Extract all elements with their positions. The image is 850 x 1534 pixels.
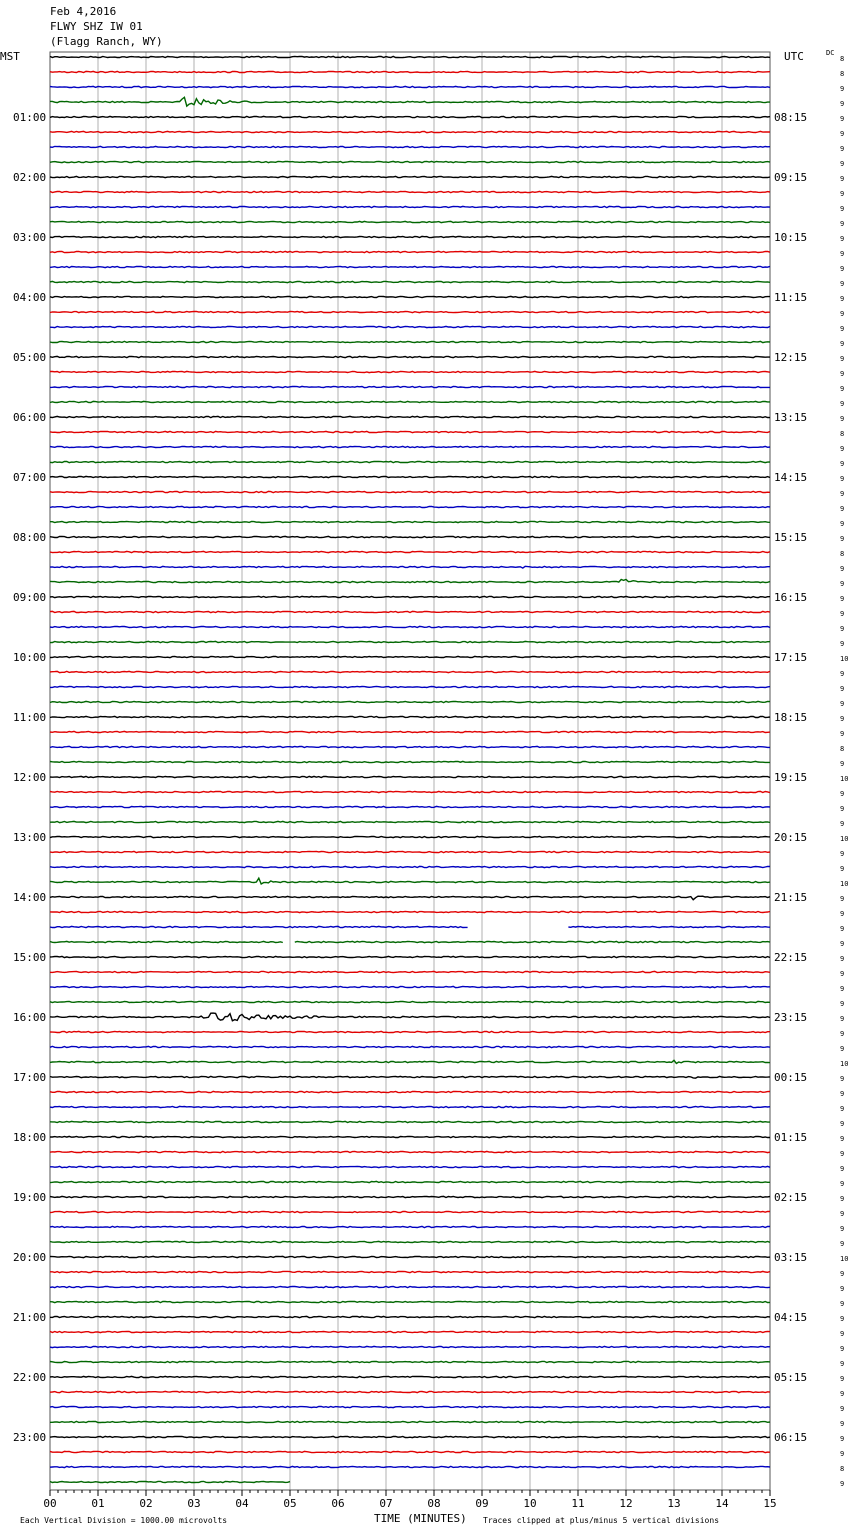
right-hour-label: 16:15 (774, 591, 808, 604)
row-scale-value: 9 (840, 610, 845, 618)
row-scale-value: 9 (840, 625, 845, 633)
right-hour-label: 15:15 (774, 531, 808, 544)
trace-row-46 (50, 746, 770, 747)
trace-row-13 (50, 251, 770, 252)
trace-row-43 (50, 701, 770, 702)
left-hour-label: 17:00 (13, 1071, 47, 1084)
trace-row-26 (50, 446, 770, 447)
trace-row-65 (50, 1031, 770, 1032)
row-scale-value: 9 (840, 595, 845, 603)
right-hour-label: 13:15 (774, 411, 808, 424)
trace-row-3 (50, 97, 770, 106)
row-scale-value: 9 (840, 370, 845, 378)
row-scale-value: 8 (840, 745, 845, 753)
trace-row-47 (50, 761, 770, 762)
row-scale-value: 9 (840, 1300, 845, 1308)
row-scale-value: 9 (840, 1135, 845, 1143)
trace-row-64 (50, 1013, 770, 1021)
trace-row-45 (50, 731, 770, 732)
trace-row-66 (50, 1046, 770, 1047)
row-scale-value: 8 (840, 430, 845, 438)
trace-row-48 (50, 776, 770, 777)
trace-row-4 (50, 116, 770, 117)
row-scale-value: 9 (840, 1390, 845, 1398)
right-hour-label: 11:15 (774, 291, 808, 304)
trace-row-5 (50, 131, 770, 132)
trace-row-73 (50, 1151, 770, 1152)
x-tick-label: 11 (571, 1497, 585, 1510)
right-hour-label: 22:15 (774, 951, 808, 964)
trace-row-92 (50, 1436, 770, 1437)
row-scale-value: 9 (840, 700, 845, 708)
row-scale-value: 10 (840, 1255, 849, 1263)
row-scale-value: 9 (840, 925, 845, 933)
right-hour-label: 09:15 (774, 171, 808, 184)
row-scale-value: 9 (840, 640, 845, 648)
row-scale-value: 9 (840, 1330, 845, 1338)
row-scale-value: 9 (840, 730, 845, 738)
trace-row-39 (50, 641, 770, 642)
trace-row-25 (50, 431, 770, 432)
trace-row-69 (50, 1091, 770, 1092)
trace-row-18 (50, 326, 770, 327)
row-scale-value: 9 (840, 580, 845, 588)
left-hour-label: 08:00 (13, 531, 47, 544)
row-scale-value: 9 (840, 895, 845, 903)
row-scale-value: 9 (840, 1210, 845, 1218)
row-scale-value: 8 (840, 550, 845, 558)
right-hour-label: 14:15 (774, 471, 808, 484)
row-scale-value: 9 (840, 535, 845, 543)
right-hour-label: 23:15 (774, 1011, 808, 1024)
trace-row-9 (50, 191, 770, 192)
row-scale-value: 9 (840, 1345, 845, 1353)
row-scale-value: 9 (840, 1435, 845, 1443)
right-timezone-label: UTC (784, 50, 804, 63)
row-scale-value: 9 (840, 820, 845, 828)
trace-row-56 (50, 896, 770, 900)
x-tick-label: 07 (379, 1497, 393, 1510)
trace-row-24 (50, 416, 770, 417)
left-hour-label: 04:00 (13, 291, 47, 304)
trace-row-29 (50, 491, 770, 492)
left-hour-label: 06:00 (13, 411, 47, 424)
trace-row-91 (50, 1421, 770, 1422)
x-tick-label: 01 (91, 1497, 105, 1510)
trace-row-84 (50, 1316, 770, 1317)
row-scale-value: 9 (840, 445, 845, 453)
right-hour-label: 06:15 (774, 1431, 808, 1444)
left-hour-label: 20:00 (13, 1251, 47, 1264)
trace-row-62 (50, 986, 770, 987)
trace-row-89 (50, 1391, 770, 1392)
trace-row-17 (50, 311, 770, 312)
trace-row-44 (50, 716, 770, 717)
left-hour-label: 05:00 (13, 351, 47, 364)
row-scale-value: 9 (840, 985, 845, 993)
trace-row-63 (50, 1001, 770, 1002)
row-scale-value: 9 (840, 1195, 845, 1203)
trace-row-50 (50, 806, 770, 807)
x-tick-label: 15 (763, 1497, 777, 1510)
row-scale-value: 9 (840, 130, 845, 138)
row-scale-value: 9 (840, 1315, 845, 1323)
row-scale-value: 9 (840, 505, 845, 513)
x-tick-label: 04 (235, 1497, 249, 1510)
row-scale-value: 9 (840, 160, 845, 168)
row-scale-value: 9 (840, 1285, 845, 1293)
trace-row-6 (50, 146, 770, 147)
trace-row-14 (50, 266, 770, 267)
trace-row-27 (50, 461, 770, 462)
right-hour-label: 02:15 (774, 1191, 808, 1204)
row-scale-value: 9 (840, 1405, 845, 1413)
left-hour-label: 07:00 (13, 471, 47, 484)
row-scale-value: 9 (840, 460, 845, 468)
left-timezone-label: MST (0, 50, 20, 63)
trace-row-75 (50, 1181, 770, 1182)
row-scale-value: 9 (840, 1150, 845, 1158)
x-tick-label: 03 (187, 1497, 201, 1510)
x-tick-label: 13 (667, 1497, 681, 1510)
row-scale-value: 9 (840, 235, 845, 243)
left-hour-label: 15:00 (13, 951, 47, 964)
right-hour-label: 17:15 (774, 651, 808, 664)
x-tick-label: 05 (283, 1497, 297, 1510)
scale-note: Each Vertical Division = 1000.00 microvolts (20, 1516, 228, 1525)
row-scale-value: 9 (840, 1075, 845, 1083)
trace-row-82 (50, 1286, 770, 1287)
trace-row-16 (50, 296, 770, 297)
trace-row-11 (50, 221, 770, 222)
row-scale-value: 9 (840, 1120, 845, 1128)
trace-row-19 (50, 341, 770, 342)
left-hour-label: 22:00 (13, 1371, 47, 1384)
left-hour-label: 19:00 (13, 1191, 47, 1204)
row-scale-value: 9 (840, 400, 845, 408)
row-scale-value: 10 (840, 835, 849, 843)
trace-row-53 (50, 851, 770, 852)
left-hour-label: 13:00 (13, 831, 47, 844)
right-hour-label: 21:15 (774, 891, 808, 904)
row-scale-value: 9 (840, 1240, 845, 1248)
left-hour-label: 11:00 (13, 711, 47, 724)
trace-row-57 (50, 911, 770, 912)
left-hour-label: 21:00 (13, 1311, 47, 1324)
trace-row-77 (50, 1211, 770, 1212)
row-scale-value: 10 (840, 775, 849, 783)
trace-row-79 (50, 1241, 770, 1242)
trace-row-88 (50, 1376, 770, 1377)
right-hour-label: 19:15 (774, 771, 808, 784)
row-scale-value: 8 (840, 1465, 845, 1473)
row-scale-value: 9 (840, 1105, 845, 1113)
row-scale-value: 9 (840, 565, 845, 573)
x-tick-label: 14 (715, 1497, 729, 1510)
row-scale-value: 9 (840, 1180, 845, 1188)
trace-row-22 (50, 386, 770, 387)
trace-row-12 (50, 236, 770, 237)
trace-row-93 (50, 1451, 770, 1452)
trace-row-80 (50, 1256, 770, 1257)
trace-row-68 (50, 1076, 770, 1078)
trace-row-74 (50, 1166, 770, 1167)
trace-row-78 (50, 1226, 770, 1227)
row-scale-value: 9 (840, 1420, 845, 1428)
right-hour-label: 20:15 (774, 831, 808, 844)
trace-row-20 (50, 356, 770, 357)
row-scale-value: 9 (840, 190, 845, 198)
trace-row-23 (50, 401, 770, 402)
left-hour-label: 02:00 (13, 171, 47, 184)
row-scale-value: 9 (840, 1000, 845, 1008)
right-hour-label: 10:15 (774, 231, 808, 244)
trace-row-90 (50, 1406, 770, 1407)
trace-row-51 (50, 821, 770, 822)
row-scale-value: 9 (840, 715, 845, 723)
left-hour-label: 10:00 (13, 651, 47, 664)
x-tick-label: 02 (139, 1497, 153, 1510)
x-tick-label: 08 (427, 1497, 441, 1510)
row-scale-value: 9 (840, 1165, 845, 1173)
trace-row-60 (50, 956, 770, 957)
row-scale-value: 10 (840, 880, 849, 888)
right-hour-label: 04:15 (774, 1311, 808, 1324)
trace-row-59 (50, 941, 770, 942)
row-scale-value: 9 (840, 310, 845, 318)
station-location: (Flagg Ranch, WY) (50, 35, 163, 48)
row-scale-value: 9 (840, 1030, 845, 1038)
trace-row-83 (50, 1301, 770, 1302)
trace-row-81 (50, 1271, 770, 1272)
trace-row-55 (50, 878, 770, 884)
left-hour-label: 12:00 (13, 771, 47, 784)
row-scale-value: 9 (840, 220, 845, 228)
trace-row-34 (50, 566, 770, 568)
trace-row-33 (50, 551, 770, 552)
right-hour-label: 00:15 (774, 1071, 808, 1084)
x-tick-label: 12 (619, 1497, 633, 1510)
trace-row-30 (50, 506, 770, 507)
row-scale-value: 9 (840, 1450, 845, 1458)
trace-row-61 (50, 971, 770, 972)
trace-row-52 (50, 836, 770, 837)
trace-row-1 (50, 71, 770, 72)
row-scale-value: 8 (840, 55, 845, 63)
row-scale-value: 9 (840, 100, 845, 108)
trace-row-76 (50, 1196, 770, 1197)
row-scale-value: 9 (840, 85, 845, 93)
x-tick-label: 10 (523, 1497, 537, 1510)
row-scale-value: 9 (840, 280, 845, 288)
trace-row-95 (50, 1481, 290, 1482)
trace-row-87 (50, 1361, 770, 1362)
trace-row-7 (50, 161, 770, 162)
row-scale-value: 9 (840, 670, 845, 678)
left-hour-label: 09:00 (13, 591, 47, 604)
trace-row-71 (50, 1121, 770, 1122)
row-scale-value: 9 (840, 295, 845, 303)
trace-row-31 (50, 521, 770, 522)
row-scale-value: 9 (840, 940, 845, 948)
x-tick-label: 06 (331, 1497, 345, 1510)
clip-note: Traces clipped at plus/minus 5 vertical divisions (483, 1516, 720, 1525)
row-scale-value: 9 (840, 1045, 845, 1053)
row-scale-value: 9 (840, 385, 845, 393)
row-scale-value: 9 (840, 1090, 845, 1098)
row-scale-value: 9 (840, 175, 845, 183)
row-scale-value: 9 (840, 1225, 845, 1233)
trace-row-42 (50, 686, 770, 687)
trace-row-32 (50, 536, 770, 537)
right-hour-label: 03:15 (774, 1251, 808, 1264)
row-scale-value: 9 (840, 760, 845, 768)
trace-row-72 (50, 1136, 770, 1137)
row-scale-value: 9 (840, 955, 845, 963)
x-tick-label: 09 (475, 1497, 489, 1510)
left-hour-label: 14:00 (13, 891, 47, 904)
row-scale-value: 9 (840, 1480, 845, 1488)
trace-row-2 (50, 86, 770, 87)
trace-row-8 (50, 176, 770, 177)
trace-row-15 (50, 281, 770, 282)
right-hour-label: 01:15 (774, 1131, 808, 1144)
trace-row-38 (50, 626, 770, 627)
x-axis-title: TIME (MINUTES) (374, 1512, 467, 1525)
row-scale-value: 9 (840, 865, 845, 873)
row-scale-value: 9 (840, 355, 845, 363)
row-scale-value: 9 (840, 250, 845, 258)
row-scale-value: 9 (840, 520, 845, 528)
row-scale-value: 9 (840, 685, 845, 693)
station-id: FLWY SHZ IW 01 (50, 20, 143, 33)
trace-row-10 (50, 206, 770, 207)
trace-row-70 (50, 1106, 770, 1107)
row-scale-value: 9 (840, 115, 845, 123)
left-hour-label: 03:00 (13, 231, 47, 244)
row-scale-value: 9 (840, 490, 845, 498)
trace-row-28 (50, 476, 770, 477)
trace-row-94 (50, 1466, 770, 1467)
left-hour-label: 01:00 (13, 111, 47, 124)
trace-row-85 (50, 1331, 770, 1332)
row-scale-value: 9 (840, 805, 845, 813)
trace-row-86 (50, 1346, 770, 1347)
trace-row-21 (50, 371, 770, 372)
left-hour-label: 18:00 (13, 1131, 47, 1144)
trace-row-40 (50, 656, 770, 657)
row-scale-value: 10 (840, 655, 849, 663)
row-scale-value: 9 (840, 145, 845, 153)
row-scale-value: 9 (840, 790, 845, 798)
trace-row-36 (50, 596, 770, 597)
right-hour-label: 18:15 (774, 711, 808, 724)
x-tick-label: 00 (43, 1497, 57, 1510)
row-scale-value: 10 (840, 1060, 849, 1068)
right-hour-label: 08:15 (774, 111, 808, 124)
right-hour-label: 05:15 (774, 1371, 808, 1384)
row-scale-value: 9 (840, 1270, 845, 1278)
trace-row-0 (50, 56, 770, 57)
row-scale-value: 9 (840, 910, 845, 918)
trace-row-54 (50, 866, 770, 867)
row-scale-value: 9 (840, 1360, 845, 1368)
trace-row-37 (50, 611, 770, 612)
trace-row-35 (50, 579, 770, 582)
row-scale-value: 9 (840, 265, 845, 273)
record-date: Feb 4,2016 (50, 5, 117, 18)
row-scale-value: 9 (840, 325, 845, 333)
row-scale-value: 9 (840, 970, 845, 978)
row-scale-value: 9 (840, 415, 845, 423)
left-hour-label: 23:00 (13, 1431, 47, 1444)
row-scale-value: 9 (840, 340, 845, 348)
left-hour-label: 16:00 (13, 1011, 47, 1024)
dc-label: DC (826, 49, 835, 57)
row-scale-value: 9 (840, 850, 845, 858)
row-scale-value: 9 (840, 475, 845, 483)
row-scale-value: 8 (840, 70, 845, 78)
trace-row-41 (50, 671, 770, 672)
row-scale-value: 9 (840, 1375, 845, 1383)
trace-row-67 (50, 1060, 770, 1063)
row-scale-value: 9 (840, 205, 845, 213)
row-scale-value: 9 (840, 1015, 845, 1023)
right-hour-label: 12:15 (774, 351, 808, 364)
trace-row-49 (50, 791, 770, 792)
trace-row-58 (50, 926, 770, 927)
